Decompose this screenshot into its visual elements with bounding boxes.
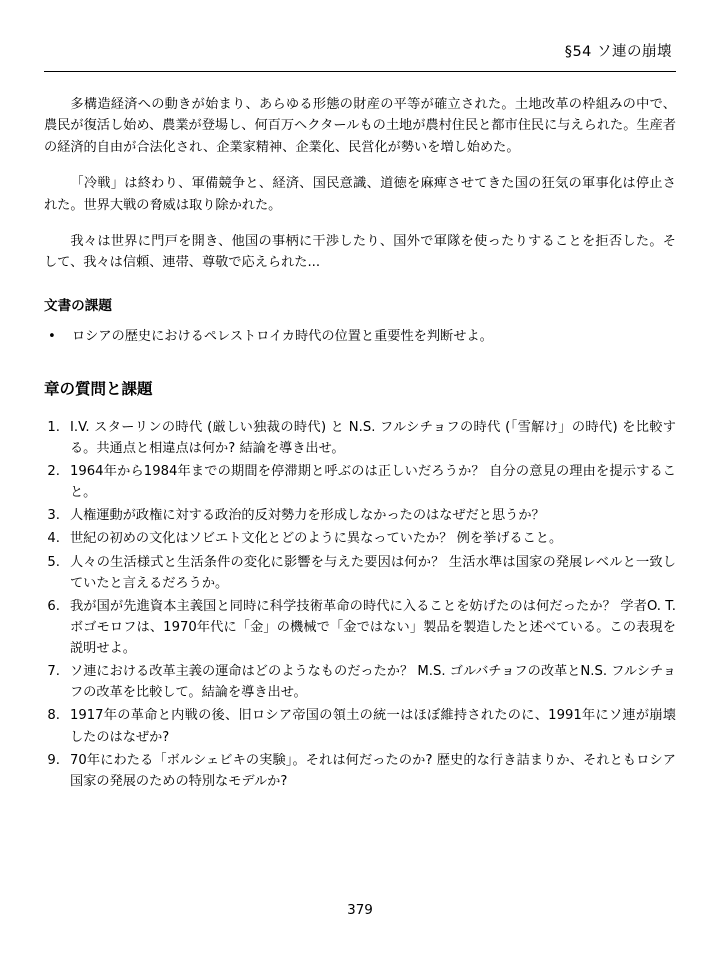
list-item xyxy=(44,552,676,594)
list-item xyxy=(44,417,676,459)
list-item-number: 2. xyxy=(47,464,60,479)
list-item-label: 1917年の革命と内戦の後、旧ロシア帝国の領土の統一はほぼ維持されたのに、1991年にソ連が崩壊したのはなぜか? xyxy=(70,708,676,745)
list-item xyxy=(44,705,676,747)
paragraph: 「冷戦」は終わり、軍備競争と、経済、国民意識、道徳を麻痺させてきた国の狂気の軍事化は停止された。世界大戦の脅威は取り除かれた。 xyxy=(44,176,676,213)
section-heading-document-task: 文書の課題 xyxy=(44,297,112,314)
header-divider xyxy=(44,71,676,72)
bullet-icon: • xyxy=(48,328,56,344)
list-item-label: ロシアの歴史におけるペレストロイカ時代の位置と重要性を判断せよ。 xyxy=(72,328,493,344)
running-header: §54 ソ連の崩壊 xyxy=(564,44,672,60)
list-item-label: 世紀の初めの文化はソビエト文化とどのように異なっていたか？ 例を挙げること。 xyxy=(70,531,563,547)
body-text-block xyxy=(44,94,676,274)
list-item-number: 1. xyxy=(47,419,60,435)
paragraph: 我々は世界に門戸を開き、他国の事柄に干渉したり、国外で軍隊を使ったりすることを拒否した。そして、我々は信頼、連帯、尊敬で応えられた... xyxy=(44,233,676,271)
list-item-number: 4. xyxy=(47,531,60,547)
list-item-number: 6. xyxy=(47,598,60,614)
list-item-number: 3. xyxy=(47,508,60,524)
list-item-label: 人権運動が政権に対する政治的反対勢力を形成しなかったのはなぜだと思うか？ xyxy=(70,508,545,524)
chapter-questions-list xyxy=(44,417,676,792)
list-item xyxy=(44,528,676,549)
list-item xyxy=(44,750,676,792)
section-heading-chapter-questions: 章の質問と課題 xyxy=(44,379,153,398)
list-item-label: 70年にわたる「ボルシェビキの実験」。それは何だったのか? 歴史的な行き詰まりか、それともロシア国家の発展のための特別なモデルか? xyxy=(70,752,676,789)
list-item xyxy=(44,461,676,503)
list-item xyxy=(44,505,676,526)
list-item-number: 8. xyxy=(47,708,60,724)
list-item-label: 人々の生活様式と生活条件の変化に影響を与えた要因は何か？ 生活水準は国家の発展レベルと一致していたと言えるだろうか。 xyxy=(70,554,676,591)
list-item-number: 9. xyxy=(47,752,60,768)
list-item-number: 7. xyxy=(47,664,60,680)
list-item xyxy=(44,326,676,347)
list-item-label: 我が国が先進資本主義国と同時に科学技術革命の時代に入ることを妨げたのは何だったか？ 学者O. T. ボゴモロフは、1970年代に「金」の機械で「金ではない」製品を製造したと述べている。この表現を説明せよ。 xyxy=(70,598,676,656)
list-item-label: ソ連における改革主義の運命はどのようなものだったか？ M.S. ゴルバチョフの改革とN.S. フルシチョフの改革を比較して。結論を導き出せ。 xyxy=(70,664,676,701)
list-item xyxy=(44,661,676,703)
page-number: 379 xyxy=(347,902,373,918)
paragraph: 多構造経済への動きが始まり、あらゆる形態の財産の平等が確立された。土地改革の枠組みの中で、農民が復活し始め、農業が登場し、何百万ヘクタールもの土地が農村住民と都市住民に与えられた。生産者の経済的自由が合法化され、企業家精神、企業化、民営化が勢いを増し始めた。 xyxy=(44,97,676,155)
list-item-label: I.V. スターリンの時代 (厳しい独裁の時代) と N.S. フルシチョフの時代 (「雪解け」の時代) を比較する。共通点と相違点は何か? 結論を導き出せ。 xyxy=(70,419,676,456)
document-task-list xyxy=(44,326,676,347)
list-item xyxy=(44,596,676,659)
list-item-number: 5. xyxy=(47,554,60,570)
list-item-label: 1964年から1984年までの期間を停滞期と呼ぶのは正しいだろうか？ 自分の意見の理由を提示すること。 xyxy=(70,464,676,501)
